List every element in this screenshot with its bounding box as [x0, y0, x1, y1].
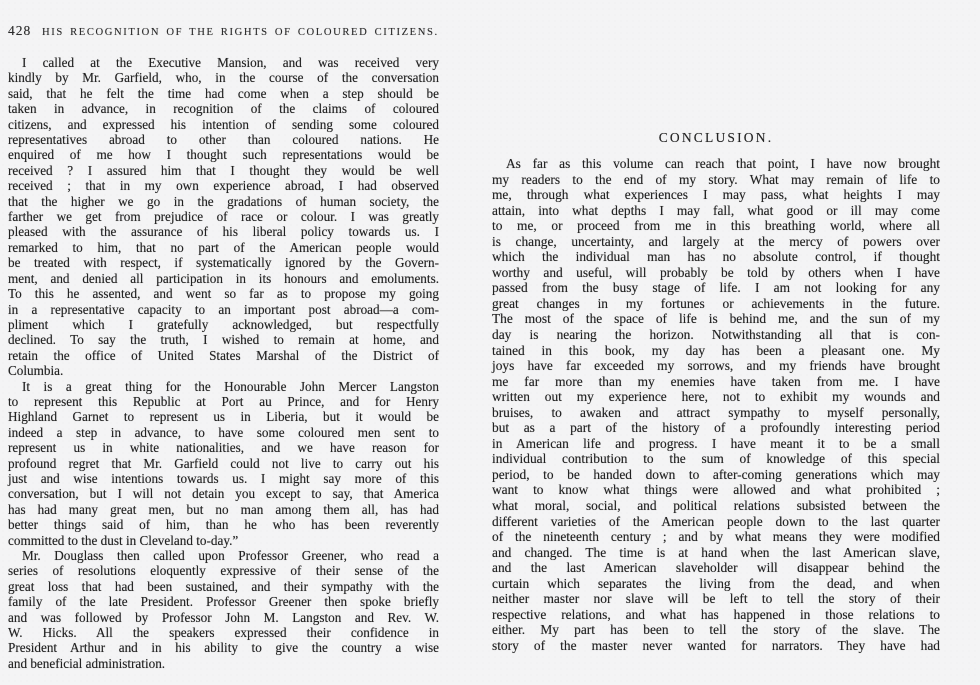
chapter-heading: CONCLUSION. — [658, 130, 774, 145]
text-line: and beneficial administration. — [8, 655, 166, 671]
text-line: individual contribution to the sum of knowledge of this special — [492, 451, 940, 467]
text-line: received ? I assured him that I thought they would be well — [8, 162, 439, 178]
body-paragraph — [8, 55, 439, 379]
text-line: worthy and useful, will probably be told by others when I have — [492, 264, 940, 280]
text-line: is change, uncertainty, and largely at the mercy of powers over — [492, 233, 940, 249]
text-line: passed from the busy stage of life. I am not looking for any — [492, 280, 940, 296]
text-line: represent us in white nationalities, and we have reason for — [8, 440, 439, 456]
text-line: taken in advance, in recognition of the claims of coloured — [8, 101, 439, 117]
text-line: joys have far exceeded my sorrows, and my friends have brought — [492, 358, 940, 374]
text-line: Mr. Douglass then called upon Professor Greener, who read a — [22, 548, 439, 563]
text-line: enquired of me how I thought such representations would be — [8, 147, 439, 163]
right-page-body — [492, 156, 940, 654]
text-line: my readers to the end of my story. What may remain of life to — [492, 171, 940, 187]
text-line: great changes in my fortunes or achievements in the future. — [492, 295, 940, 311]
text-line: farther we get from prejudice of race or colour. I was greatly — [8, 209, 439, 225]
right-page — [492, 0, 940, 654]
text-line: Highland Garnet to represent us in Liberia, but it would be — [8, 409, 439, 425]
text-line: and changed. The time is at hand when the last American slave, — [492, 544, 940, 560]
text-line: citizens, and expressed his intention of sending some coloured — [8, 116, 439, 132]
running-header-title: HIS RECOGNITION OF THE RIGHTS OF COLOURED CITIZENS. — [42, 27, 439, 38]
text-line: to me, or proceed from me in this breathing world, where all — [492, 218, 940, 234]
text-line: neither master nor slave will be left to tell the story of their — [492, 591, 940, 607]
text-line: The most of the space of life is behind me, and the sun of my — [492, 311, 940, 327]
text-line: in American life and progress. I have meant it to be a small — [492, 435, 940, 451]
text-line: in a representative capacity to an important post abroad—a com- — [8, 301, 439, 317]
text-line: attain, into what depths I may fall, what good or ill may come — [492, 202, 940, 218]
text-line: just and wise intentions towards us. I might say more of this — [8, 470, 439, 486]
text-line: I called at the Executive Mansion, and was received very — [22, 55, 439, 70]
text-line: retain the office of United States Marshal of the District of — [8, 347, 439, 363]
text-line: and the last American slaveholder will disappear behind the — [492, 560, 940, 576]
text-line: tained in this book, my day has been a pleasant one. My — [492, 342, 940, 358]
text-line: respective relations, and what has happened in those relations to — [492, 606, 940, 622]
text-line: representatives abroad to other than coloured nations. He — [8, 132, 439, 148]
text-line: committed to the dust in Cleveland to-day.” — [8, 532, 239, 548]
text-line: ment, and denied all participation in its honours and emoluments. — [8, 270, 439, 286]
text-line: To this he assented, and went so far as to propose my going — [8, 286, 439, 302]
text-line: that the higher we go in the gradations of human society, the — [8, 193, 439, 209]
text-line: kindly by Mr. Garfield, who, in the course of the conversation — [8, 70, 439, 86]
text-line: written out my experience here, not to exhibit my wounds and — [492, 389, 940, 405]
text-line: series of resolutions eloquently expressive of their sense of the — [8, 563, 439, 579]
text-line: better things said of him, than he who has been reverently — [8, 517, 439, 533]
body-paragraph — [492, 156, 940, 654]
text-line: declined. To say the truth, I wished to remain at home, and — [8, 332, 439, 348]
text-line: remarked to him, that no part of the American people would — [8, 239, 439, 255]
text-line: want to know what things were allowed and what prohibited ; — [492, 482, 940, 498]
text-line: received ; that in my own experience abroad, I had observed — [8, 178, 439, 194]
text-line: story of the master never wanted for narrators. They have had — [492, 637, 940, 653]
text-line: to represent this Republic at Port au Prince, and for Henry — [8, 393, 439, 409]
text-line: but as a part of the history of a profoundly interesting period — [492, 420, 940, 436]
left-page — [8, 0, 439, 671]
text-line: me, through what experiences I may pass, what heights I may — [492, 187, 940, 203]
text-line: curtain which separates the living from the dead, and when — [492, 575, 940, 591]
text-line: either. My part has been to tell the story of the slave. The — [492, 622, 940, 638]
left-page-body — [8, 55, 439, 671]
text-line: day is nearing the horizon. Notwithstanding all that is con- — [492, 327, 940, 343]
running-header — [8, 23, 439, 37]
text-line: pleased with the assurance of his liberal policy towards us. I — [8, 224, 439, 240]
text-line: be treated with respect, if systematically ignored by the Govern- — [8, 255, 439, 271]
text-line: great loss that had been sustained, and their sympathy with the — [8, 578, 439, 594]
body-paragraph — [8, 379, 439, 548]
text-line: pliment which I gratefully acknowledged, but respectfully — [8, 316, 439, 332]
text-line: me far more than my enemies have taken from me. I have — [492, 373, 940, 389]
text-line: what moral, social, and political relations subsisted between the — [492, 498, 940, 514]
text-line: It is a great thing for the Honourable John Mercer Langston — [22, 378, 439, 394]
text-line: has had many great men, but no man among them all, has had — [8, 501, 439, 517]
text-line: family of the late President. Professor Greener then spoke briefly — [8, 594, 439, 610]
text-line: indeed a step in advance, to have some coloured men sent to — [8, 424, 439, 440]
text-line: conversation, but I will not detain you except to say, that America — [8, 486, 439, 502]
text-line: W. Hicks. All the speakers expressed their confidence in — [8, 625, 439, 641]
body-paragraph — [8, 548, 439, 671]
text-line: of the nineteenth century ; and by what means they were modified — [492, 529, 940, 545]
text-line: and was followed by Professor John M. Langston and Rev. W. — [8, 609, 439, 625]
text-line: profound regret that Mr. Garfield could not live to carry out his — [8, 455, 439, 471]
text-line: different varieties of the American people down to the last quarter — [492, 513, 940, 529]
text-line: As far as this volume can reach that point, I have now brought — [506, 156, 940, 171]
text-line: bruises, to awaken and attract sympathy to myself personally, — [492, 404, 940, 420]
text-line: period, to be handed down to after-coming generations which may — [492, 466, 940, 482]
text-line: President Arthur and in his ability to give the country a wise — [8, 640, 439, 656]
text-line: said, that he felt the time had come when a step should be — [8, 85, 439, 101]
text-line: Columbia. — [8, 363, 64, 379]
page-number: 428 — [8, 23, 32, 38]
text-line: which the individual man has no absolute control, if thought — [492, 249, 940, 265]
